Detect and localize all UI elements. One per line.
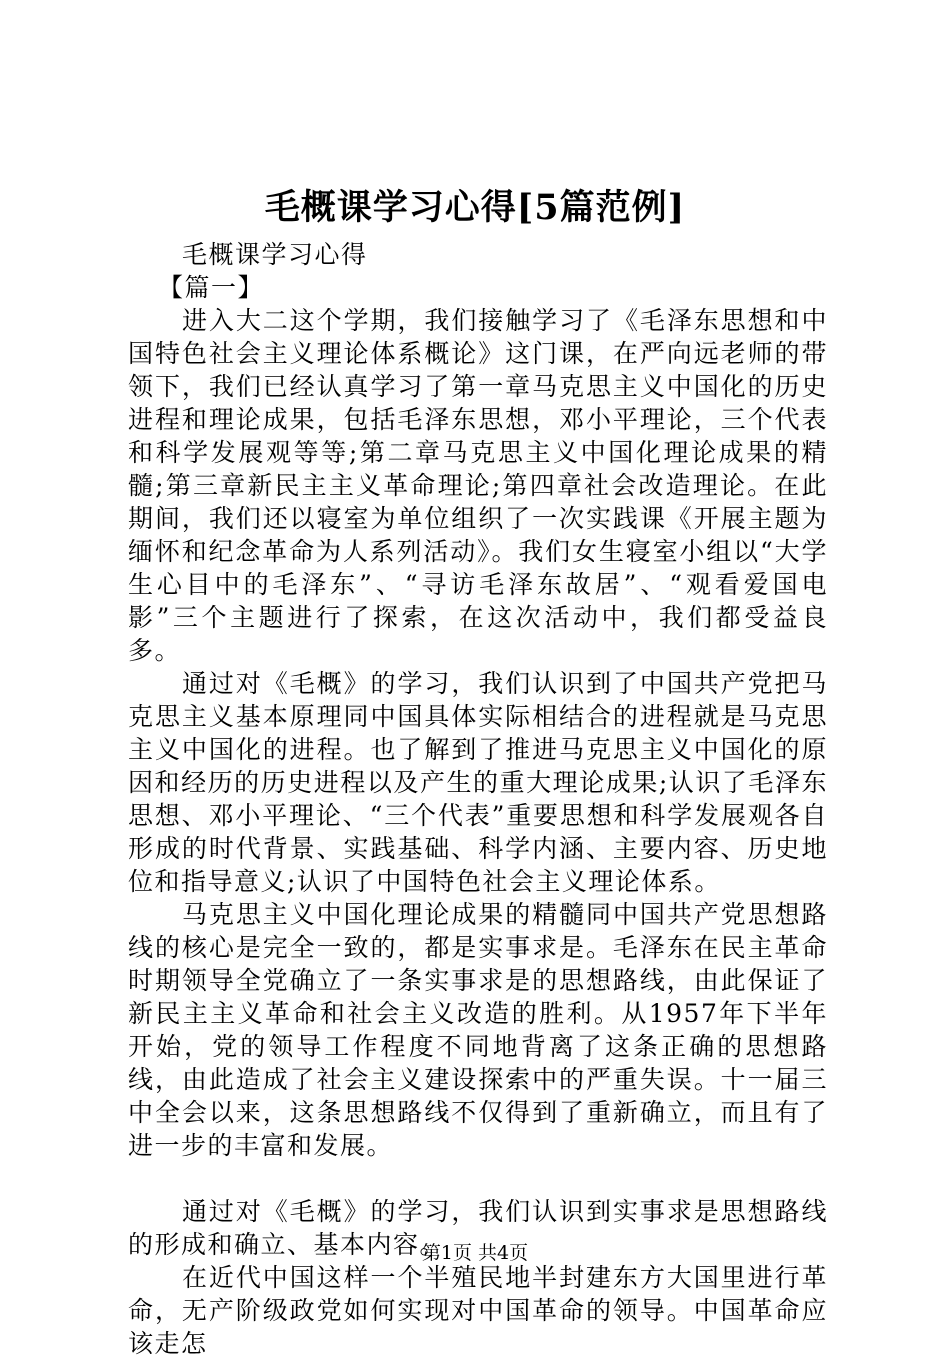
paragraph: 通过对《毛概》的学习，我们认识到实事求是思想路线的形成和确立、基本内容。 (128, 1197, 828, 1259)
document-subtitle: 毛概课学习心得 (182, 240, 368, 269)
paragraph: 马克思主义中国化理论成果的精髓同中国共产党思想路线的核心是完全一致的，都是实事求是。毛泽东在民主革命时期领导全党确立了一条实事求是的思想路线，由此保证了新民主主义革命和社会主义改造的胜利。从1957年下半年开始，党的领导工作程度不同地背离了这条正确的思想路线，由此造成了社会主义建设探索中的严重失误。十一届三中全会以来，这条思想路线不仅得到了重新确立，而且有了进一步的丰富和发展。 (128, 900, 828, 1160)
paragraph: 通过对《毛概》的学习，我们认识到了中国共产党把马克思主义基本原理同中国具体实际相结合的进程就是马克思主义中国化的进程。也了解到了推进马克思主义中国化的原因和经历的历史进程以及产生的重大理论成果;认识了毛泽东思想、邓小平理论、“三个代表”重要思想和科学发展观各自形成的时代背景、实践基础、科学内涵、主要内容、历史地位和指导意义;认识了中国特色社会主义理论体系。 (128, 669, 828, 896)
page-footer: 第1页 共4页 (421, 1242, 529, 1264)
paragraph: 在近代中国这样一个半殖民地半封建东方大国里进行革命，无产阶级政党如何实现对中国革命的领导。中国革命应该走怎 (128, 1263, 828, 1358)
section-label: 【篇一】 (158, 273, 265, 302)
document-body (128, 238, 828, 1360)
document-title: 毛概课学习心得[5篇范例] (264, 187, 686, 228)
paragraph: 进入大二这个学期，我们接触学习了《毛泽东思想和中国特色社会主义理论体系概论》这门课，在严向远老师的带领下，我们已经认真学习了第一章马克思主义中国化的历史进程和理论成果，包括毛泽东思想，邓小平理论，三个代表和科学发展观等等;第二章马克思主义中国化理论成果的精髓;第三章新民主主义革命理论;第四章社会改造理论。在此期间，我们还以寝室为单位组织了一次实践课《开展主题为缅怀和纪念革命为人系列活动》。我们女生寝室小组以“大学生心目中的毛泽东”、“寻访毛泽东故居”、“观看爱国电影”三个主题进行了探索，在这次活动中，我们都受益良多。 (128, 306, 828, 665)
paragraph-spacer (128, 1162, 828, 1195)
